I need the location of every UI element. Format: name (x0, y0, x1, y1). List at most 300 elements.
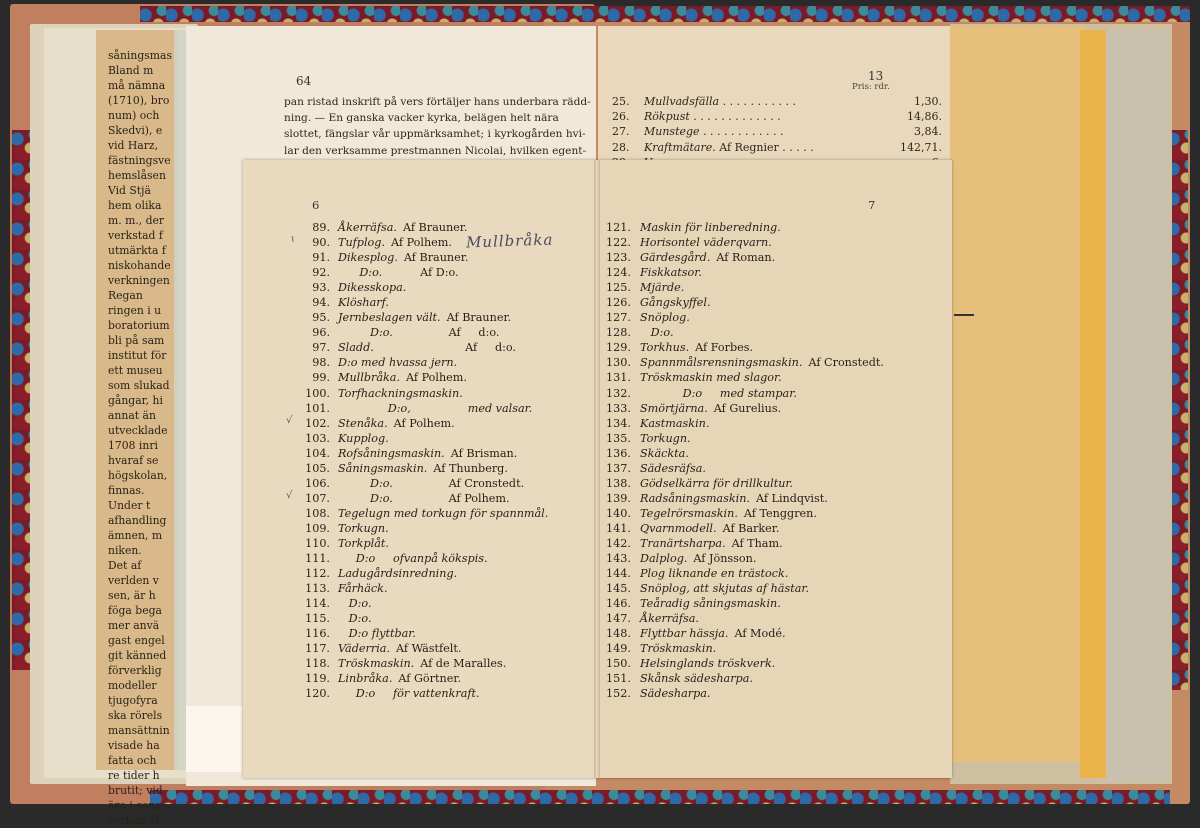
item-title: Gödselkärra för drillkultur. (640, 476, 794, 490)
clipping-line: bli på sam (108, 334, 165, 347)
item-number: 91. (312, 251, 330, 265)
list-item (606, 656, 936, 671)
list-item (606, 566, 936, 581)
list-item (290, 596, 580, 611)
item-number: 101. (305, 401, 330, 415)
item-title: Helsinglands tröskverk. (640, 657, 776, 671)
item-title: Snöplog. (640, 311, 690, 325)
list-item (290, 671, 580, 686)
list-item (290, 521, 580, 536)
item-title: Skånsk sädesharpa. (640, 672, 753, 686)
item-title: Torkhus. (640, 341, 690, 355)
list-item (290, 551, 580, 566)
item-author: Af Cronstedt. (398, 476, 525, 490)
list-item (606, 295, 936, 310)
item-title-wrap (644, 140, 890, 155)
clipping-line: sen, är h (108, 589, 156, 602)
list-item (606, 235, 936, 250)
clipping-line: ämnen, m (108, 529, 163, 542)
clipping-line: må nämna (108, 79, 166, 92)
item-title: Qvarnmodell. (640, 521, 717, 535)
clipping-line: föga bega (108, 604, 162, 617)
item-author: Af Jönsson. (693, 552, 757, 566)
list-item (290, 370, 580, 385)
item-number: 109. (305, 521, 330, 535)
page-number-13: 13 (868, 69, 884, 83)
clipping-line: modeller (108, 679, 157, 692)
item-number: 147. (606, 612, 631, 626)
list-item (606, 551, 936, 566)
list-item (290, 641, 580, 656)
page-64-line: slottet, fängslar vår uppmärksamhet; i kyrkogården hvi- (284, 128, 586, 141)
list-item (606, 521, 936, 536)
list-item (290, 295, 580, 310)
list-item (606, 626, 936, 641)
item-title: Plog liknande en trästock. (640, 567, 789, 581)
item-title: Torkugn. (338, 521, 389, 535)
list-item (606, 686, 936, 701)
clipping-line: re tider h (108, 769, 160, 782)
list-item (606, 491, 936, 506)
page-number-6: 6 (312, 198, 320, 212)
item-number: 95. (312, 311, 330, 325)
list-item (290, 656, 580, 671)
item-title: Dikesskopa. (338, 281, 407, 295)
item-number: 25. (612, 95, 630, 108)
clipping-line: ska rörels (108, 709, 163, 722)
item-title: D:o flyttbar. (338, 627, 416, 641)
list-item (290, 386, 580, 401)
item-number: 93. (312, 281, 330, 295)
clipping-line: utmärkta f (108, 244, 166, 257)
item-number: 137. (606, 461, 631, 475)
item-title: Gärdesgård. (640, 251, 711, 265)
clipping-line: verlden v (108, 574, 159, 587)
item-number: 145. (606, 582, 631, 596)
list-item (290, 250, 580, 265)
item-author: Af Forbes. (695, 341, 754, 355)
item-title: D:o ofvanpå kökspis. (338, 552, 488, 566)
list-item (290, 310, 580, 325)
item-title: D:o. (640, 326, 674, 340)
item-price: 1,30. (914, 95, 942, 108)
item-author: Af d:o. (379, 341, 516, 355)
list-item (290, 566, 580, 581)
clipping-line: Skedvi), e (108, 124, 163, 137)
clipping-line: som slukad (108, 379, 170, 392)
item-title: D:o. (338, 491, 393, 505)
pencil-tick-102: √ (286, 415, 293, 426)
item-title-wrap (644, 94, 890, 109)
item-author: Af Görtner. (398, 672, 462, 686)
item-title: Smörtjärna. (640, 401, 708, 415)
item-author: Af Polhem. (406, 371, 467, 385)
item-author: Af Brauner. (446, 311, 512, 325)
list-item (606, 220, 936, 235)
item-number: 120. (305, 687, 330, 701)
item-author: . . . . . . . . . . . . . (693, 110, 781, 124)
list-item (290, 461, 580, 476)
item-price: 142,71. (900, 140, 942, 154)
item-title: Stenåka. (338, 416, 388, 430)
item-number: 129. (606, 341, 631, 355)
list-item (290, 581, 580, 596)
item-title: Rökpust (644, 110, 690, 124)
item-number: 126. (606, 296, 631, 310)
clipping-line: verkstad f (108, 229, 163, 242)
item-number: 115. (305, 612, 330, 626)
marbled-edge-top (140, 6, 1190, 22)
list-item (290, 325, 580, 340)
clipping-line: såningsmas (108, 49, 173, 62)
clipping-line: fästningsve (108, 154, 171, 167)
page-64-line: lar den verksamme prestmannen Nicolai, hvilken egent- (284, 144, 587, 157)
item-number: 123. (606, 251, 631, 265)
item-number: 133. (606, 401, 631, 415)
yellow-sheet (950, 26, 1084, 762)
item-title: Sädesräfsa. (640, 461, 706, 475)
clipping-line: Under t (108, 499, 151, 512)
item-author: Af Modé. (734, 627, 786, 641)
item-title: D:o. (338, 476, 393, 490)
clipping-line: hvaraf se (108, 454, 159, 467)
list-item (606, 250, 936, 265)
item-title: Kupplog. (338, 431, 389, 445)
item-title: Fårhäck. (338, 582, 388, 596)
marbled-edge-bottom (150, 790, 1170, 804)
item-title: Kraftmätare. (644, 140, 716, 154)
item-author: Af de Maralles. (420, 657, 507, 671)
clipping-line: hemslåsen (108, 169, 166, 182)
item-author: Af Lindqvist. (755, 491, 828, 505)
item-number: 141. (606, 521, 631, 535)
item-number: 113. (305, 582, 330, 596)
pencil-tick-107: √ (286, 490, 293, 501)
item-title: Skäckta. (640, 446, 689, 460)
item-title: Mullvadsfälla (644, 95, 720, 108)
item-title: D:o. (338, 266, 383, 280)
list-item (290, 491, 580, 506)
list-item (606, 671, 936, 686)
item-author: Af Regnier . . . . . (719, 140, 814, 154)
clipping-line: (1710), bro (108, 94, 170, 107)
list-item (612, 124, 942, 139)
list-item (606, 461, 936, 476)
item-number: 142. (606, 536, 631, 550)
item-author: Af Brauner. (402, 221, 468, 234)
item-number: 99. (312, 371, 330, 385)
item-number: 116. (305, 627, 330, 641)
list-item (612, 140, 942, 155)
item-number: 140. (606, 506, 631, 520)
item-number: 117. (305, 642, 330, 656)
item-number: 146. (606, 597, 631, 611)
page-13-list (612, 94, 942, 170)
item-title: Fiskkatsor. (640, 266, 702, 280)
item-title: Rofsåningsmaskin. (338, 446, 445, 460)
item-number: 102. (305, 416, 330, 430)
item-author: Af Brauner. (403, 251, 469, 265)
clipping-line: äro i sena (108, 799, 162, 812)
list-item (290, 265, 580, 280)
item-title: Tröskmaskin. (640, 642, 717, 656)
list-item (606, 355, 936, 370)
list-item (290, 611, 580, 626)
page-64-line: ning. — En ganska vacker kyrka, belägen helt nära (284, 112, 559, 125)
item-title: Dikesplog. (338, 251, 398, 265)
item-number: 128. (606, 326, 631, 340)
list-item (606, 596, 936, 611)
item-author: Af Roman. (716, 251, 776, 265)
item-title: Torfhackningsmaskin. (338, 386, 463, 400)
item-number: 125. (606, 281, 631, 295)
item-number: 106. (305, 476, 330, 490)
item-title: D:o med stampar. (640, 386, 797, 400)
item-number: 114. (305, 597, 330, 611)
item-number: 105. (305, 461, 330, 475)
item-number: 28. (612, 140, 630, 154)
page-6-list (290, 220, 580, 702)
list-item (290, 536, 580, 551)
clipping-line: ett museu (108, 364, 163, 377)
list-item (606, 506, 936, 521)
item-author: Af Polhem. (398, 491, 510, 505)
item-title: D:o. (338, 597, 372, 611)
item-title: Tranärtsharpa. (640, 536, 726, 550)
item-title: Klösharf. (338, 296, 389, 310)
list-item (606, 476, 936, 491)
item-number: 100. (305, 386, 330, 400)
item-number: 139. (606, 491, 631, 505)
item-number: 89. (312, 221, 330, 234)
item-author: Af d:o. (398, 326, 500, 340)
pamphlet-gutter (594, 160, 600, 778)
item-title: Maskin för linberedning. (640, 221, 781, 234)
item-number: 107. (305, 491, 330, 505)
item-number: 134. (606, 416, 631, 430)
page-number-7: 7 (868, 198, 876, 212)
item-title: D:o för vattenkraft. (338, 687, 480, 701)
item-number: 131. (606, 371, 631, 385)
clipping-line: m. m., der (108, 214, 165, 227)
item-number: 103. (305, 431, 330, 445)
item-number: 130. (606, 356, 631, 370)
clipping-line: högskolan, (108, 469, 168, 482)
item-number: 119. (305, 672, 330, 686)
list-item (606, 401, 936, 416)
list-item (290, 476, 580, 491)
list-item (290, 340, 580, 355)
handwritten-note: Mullbråka (465, 230, 554, 252)
item-author: Af Barker. (722, 521, 780, 535)
item-number: 92. (312, 266, 330, 280)
list-item (290, 401, 580, 416)
list-item (290, 416, 580, 431)
item-title: Dalplog. (640, 552, 688, 566)
list-item (606, 611, 936, 626)
list-item (606, 446, 936, 461)
item-title-wrap (644, 124, 890, 139)
item-number: 96. (312, 326, 330, 340)
item-author: . . . . . . . . . . . (722, 95, 797, 108)
item-number: 26. (612, 110, 630, 124)
clipping-line: fatta och (108, 754, 157, 767)
list-item (290, 355, 580, 370)
clipping-line: verkningen (108, 274, 170, 287)
item-author: Af Brisman. (450, 446, 518, 460)
item-number: 122. (606, 236, 631, 250)
list-item (290, 686, 580, 701)
item-title: D:o. (338, 326, 393, 340)
item-title: Jernbeslagen vält. (338, 311, 441, 325)
item-title: D:o, med valsar. (338, 401, 533, 415)
item-title: Tegelugn med torkugn för spannmål. (338, 506, 549, 520)
page-number-64: 64 (296, 74, 312, 88)
item-title: Tröskmaskin. (338, 657, 415, 671)
item-number: 124. (606, 266, 631, 280)
item-number: 143. (606, 552, 631, 566)
item-title: Spannmålsrensningsmaskin. (640, 356, 803, 370)
clipping-line: 1708 inri (108, 439, 158, 452)
item-number: 150. (606, 657, 631, 671)
list-item (606, 641, 936, 656)
clipping-line: afhandling (108, 514, 167, 527)
clipping-line: niken. (108, 544, 142, 557)
clipping-line: visade ha (108, 739, 160, 752)
price-header: Pris: rdr. (852, 82, 890, 92)
item-title: Åkerräfsa. (640, 612, 699, 626)
item-title: Torkugn. (640, 431, 691, 445)
clipping-line: boratorium (108, 319, 170, 332)
item-author: Af Tenggren. (743, 506, 817, 520)
item-title: Gångskyffel. (640, 296, 711, 310)
clipping-line: num) och (108, 109, 160, 122)
item-number: 121. (606, 221, 631, 234)
list-item (290, 446, 580, 461)
item-number: 149. (606, 642, 631, 656)
item-title: D:o. (338, 612, 372, 626)
item-author: Af Polhem. (391, 236, 452, 250)
list-item (606, 310, 936, 325)
item-number: 111. (305, 552, 330, 566)
item-author: Af Thunberg. (433, 461, 508, 475)
list-item (606, 340, 936, 355)
item-number: 112. (305, 567, 330, 581)
clipping-line: brutit; vid (108, 784, 163, 797)
item-author: Af Gurelius. (713, 401, 782, 415)
clipping-line: Det af (108, 559, 142, 572)
item-title: Tufplog. (338, 236, 386, 250)
item-title: Teåradig såningsmaskin. (640, 597, 781, 611)
item-author: . . . . . . . . . . . . (703, 125, 784, 139)
list-item (606, 325, 936, 340)
page-64-text (284, 94, 591, 159)
item-title: Sladd. (338, 341, 374, 355)
clipping-line: vid Harz, (108, 139, 159, 152)
list-item (606, 581, 936, 596)
item-number: 90. (312, 236, 330, 250)
list-item (606, 370, 936, 385)
clipping-line: mer anvä (108, 619, 160, 632)
item-title: Horisontel väderqvarn. (640, 236, 772, 250)
item-title: Mullbråka. (338, 371, 401, 385)
list-item (290, 280, 580, 295)
yellow-edge (1080, 30, 1106, 778)
item-number: 151. (606, 672, 631, 686)
clipping-line: git känned (108, 649, 167, 662)
list-item (606, 431, 936, 446)
item-number: 152. (606, 687, 631, 701)
item-author: Af Tham. (731, 536, 783, 550)
clipping-line: förverklig (108, 664, 162, 677)
list-item (290, 506, 580, 521)
item-title: Radsåningsmaskin. (640, 491, 750, 505)
item-price: 3,84. (914, 125, 942, 139)
item-author: Af Polhem. (393, 416, 455, 430)
clipping-line: finnas. (108, 484, 145, 497)
item-author: Af Wästfelt. (396, 642, 462, 656)
pencil-tick-90: ɩ (291, 234, 295, 245)
list-item (606, 416, 936, 431)
page-7-list (606, 220, 936, 702)
item-number: 136. (606, 446, 631, 460)
clipping-line: verkan af (108, 814, 160, 827)
clipping-line: Regan (108, 289, 143, 302)
item-number: 138. (606, 476, 631, 490)
item-number: 94. (312, 296, 330, 310)
clipping-line: hem olika (108, 199, 162, 212)
item-title: Tegelrörsmaskin. (640, 506, 738, 520)
clipping-line: niskohande (108, 259, 171, 272)
clipping-line: institut för (108, 349, 167, 362)
item-title: Flyttbar hässja. (640, 627, 729, 641)
tape-strip (174, 30, 184, 770)
item-title: D:o med hvassa jern. (338, 356, 458, 370)
clipping-line: gast engel (108, 634, 165, 647)
item-title: Såningsmaskin. (338, 461, 428, 475)
item-number: 135. (606, 431, 631, 445)
list-item (290, 431, 580, 446)
item-number: 118. (305, 657, 330, 671)
list-item (606, 280, 936, 295)
item-number: 98. (312, 356, 330, 370)
item-number: 132. (606, 386, 631, 400)
item-title: Tröskmaskin med slagor. (640, 371, 782, 385)
item-title: Linbråka. (338, 672, 393, 686)
item-title: Väderria. (338, 642, 391, 656)
list-item (606, 386, 936, 401)
item-number: 97. (312, 341, 330, 355)
clipping-line: tjugofyra (108, 694, 158, 707)
clipping-line: Vid Stjä (108, 184, 151, 197)
item-author: Af D:o. (388, 266, 459, 280)
item-number: 144. (606, 567, 631, 581)
list-item (612, 109, 942, 124)
item-number: 27. (612, 125, 630, 139)
page-64-line: pan ristad inskrift på vers förtäljer hans underbara rädd- (284, 96, 591, 108)
item-price: 14,86. (907, 110, 942, 124)
item-title: Torkplåt. (338, 536, 389, 550)
item-number: 148. (606, 627, 631, 641)
list-item (612, 94, 942, 109)
clipping-line: ringen i u (108, 304, 162, 317)
clipping-line: annat än (108, 409, 156, 422)
item-title: Snöplog, att skjutas af hästar. (640, 582, 810, 596)
paper-tab (186, 706, 242, 772)
list-item (606, 265, 936, 280)
item-title: Mjärde. (640, 281, 685, 295)
list-item (290, 626, 580, 641)
